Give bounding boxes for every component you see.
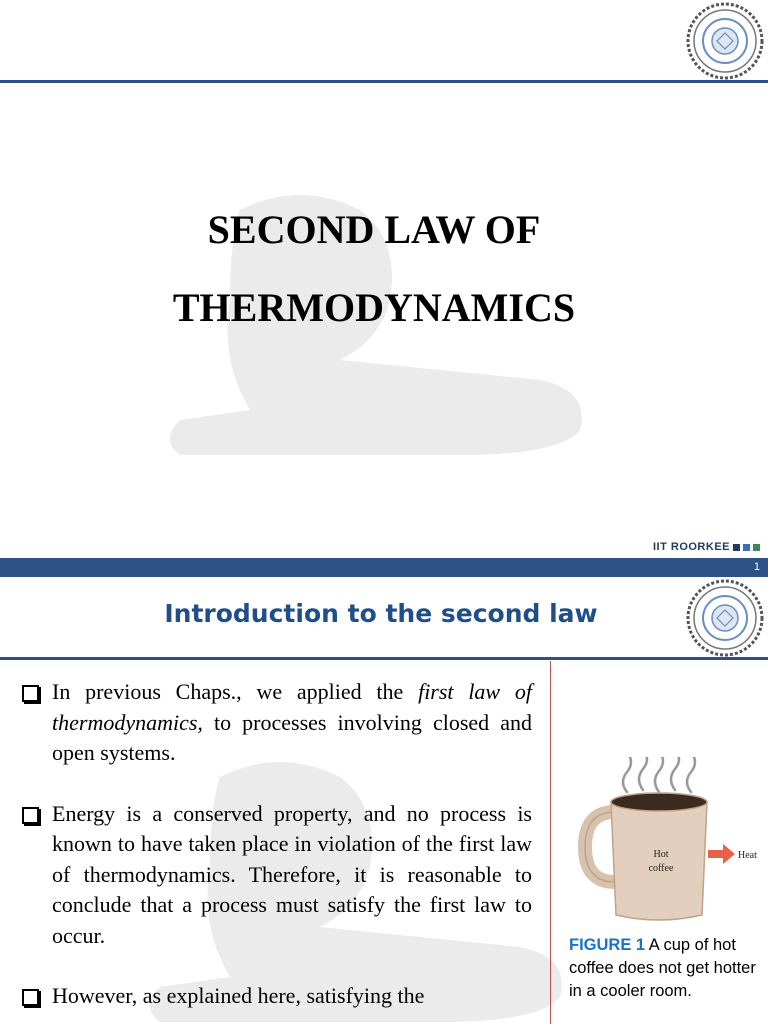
figure-label: FIGURE 1 xyxy=(569,936,646,954)
bullet-text: to processes involving closed and open systems. xyxy=(52,709,532,765)
bullet-item xyxy=(22,799,532,952)
brand-square-icon xyxy=(753,544,760,551)
mug-label-coffee: coffee xyxy=(648,863,674,874)
iit-roorkee-brand xyxy=(653,541,760,553)
checkbox-bullet-icon xyxy=(22,685,39,702)
figure-caption xyxy=(569,934,768,1003)
slide-title-line-2: THERMODYNAMICS xyxy=(172,285,576,330)
bullet-item xyxy=(22,677,532,769)
brand-text: IIT ROORKEE xyxy=(652,541,730,553)
header-rule xyxy=(0,80,768,83)
slide-heading: Introduction to the second law xyxy=(164,599,598,628)
bullet-text: In previous Chaps., we applied the xyxy=(52,679,419,704)
iit-roorkee-seal-icon xyxy=(686,2,764,80)
mug-label-hot: Hot xyxy=(653,849,669,860)
bullet-italic-text: first law of thermodynamics, xyxy=(52,679,533,735)
footer-bar xyxy=(0,558,768,577)
figure-caption-text: A cup of hot coffee does not get hotter in a cooler room. xyxy=(569,936,756,1000)
slide-title-line-1: SECOND LAW OF xyxy=(207,207,541,252)
column-divider xyxy=(550,661,551,1024)
hot-coffee-mug-figure xyxy=(575,757,765,932)
heat-arrow-icon xyxy=(708,844,735,864)
bullet-text: Energy is a conserved property, and no process is known to have taken place in violation of the first law of thermodynamics. Therefore, it is reasonable to conclude that a process must satisfy the first law to occur. xyxy=(52,800,532,948)
bullet-list xyxy=(22,677,532,1024)
page-number: 1 xyxy=(753,561,760,573)
checkbox-bullet-icon xyxy=(22,807,39,824)
heat-label: Heat xyxy=(738,850,757,861)
bullet-item xyxy=(22,981,532,1012)
checkbox-bullet-icon xyxy=(22,989,39,1006)
slide-2 xyxy=(0,577,768,1024)
brand-square-icon xyxy=(733,544,740,551)
brand-square-icon xyxy=(743,544,750,551)
header-rule xyxy=(0,657,768,660)
bullet-text: However, as explained here, satisfying the xyxy=(52,983,425,1008)
